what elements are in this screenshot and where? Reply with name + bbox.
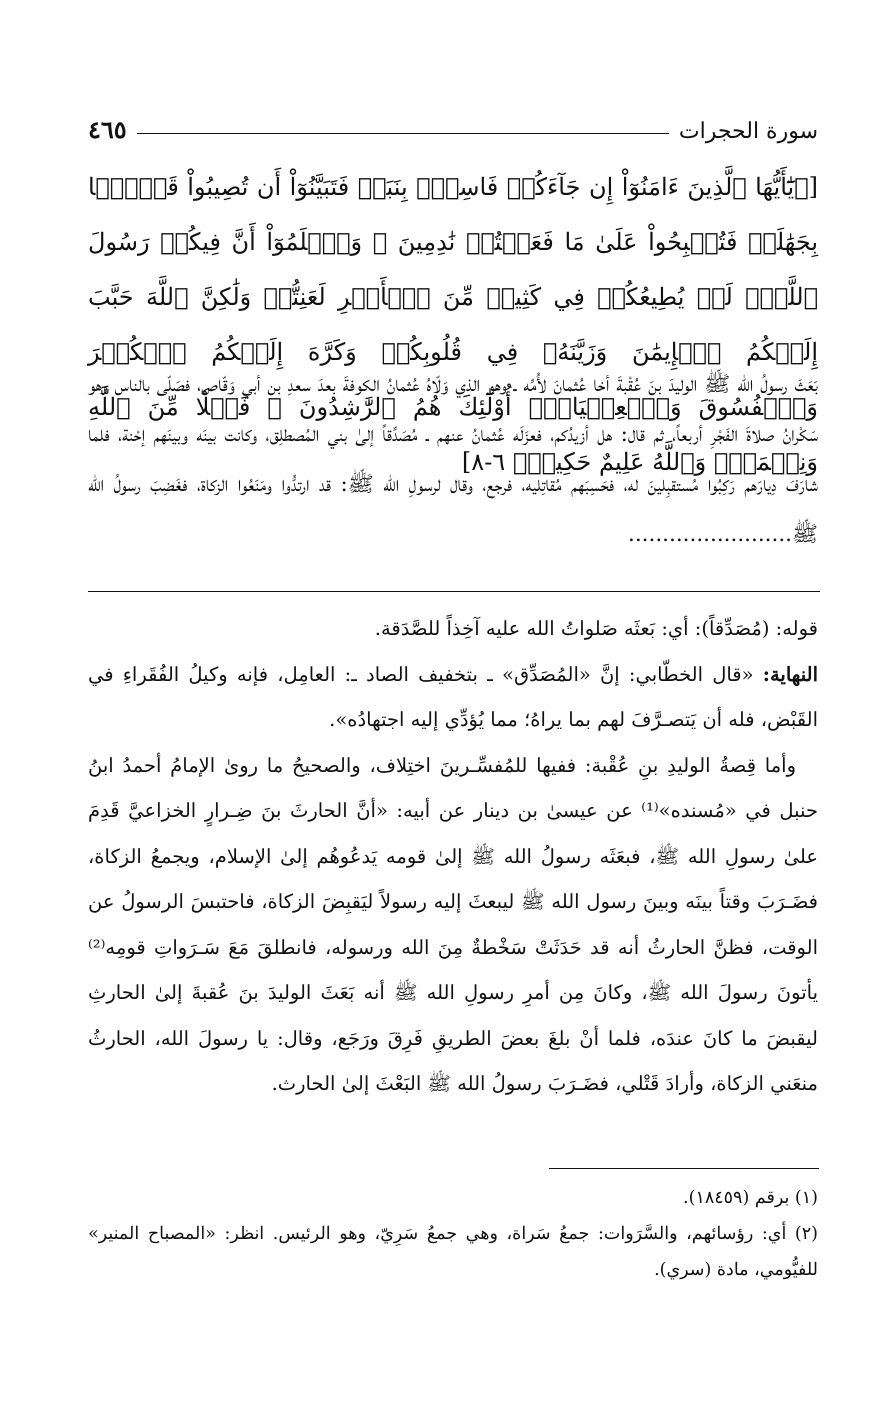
footnote-2: (٢) أي: رؤسائهم، والسَّرَوات: جمعُ سَراة، وهي جمعُ سَرِيّ، وهو الرئيس. انظر: «المصباح المنير» للفيُّومي، مادة (سري). [88,1224,818,1280]
section-divider [88,591,820,592]
commentary-paragraph-3: وأما قِصةُ الوليدِ بنِ عُقْبة: ففيها للمُفسِّـرينَ اختِلاف، والصحيحُ ما روىٰ الإمامُ أحمدُ ابنُ حنبل في «مُسنده»⁽¹⁾ عن عيسىٰ بن دينار عن أبيه: «أنَّ الحارثَ بنَ ضِـرارٍ الخزاعيَّ قَدِمَ علىٰ رسولِ الله ﷺ، فبعَثَه رسولُ الله ﷺ إلىٰ قومه يَدعُوهُم إلىٰ الإسلام، ويجمعُ الزكاة، فضَـرَبَ وقتاً بينَه وبينَ رسول الله ﷺ ليبعثَ إليه رسولاً ليَقبِضَ الزكاة، فاحتبسَ الرسولُ عن الوقت، فظنَّ الحارثُ أنه قد حَدَثَتْ سَخْطةٌ مِنَ الله ورسوله، فانطلقَ مَعَ سَـرَواتِ قومِه⁽²⁾ يأتونَ رسولَ الله ﷺ، وكانَ مِن أمرِ رسولِ الله ﷺ أنه بَعَثَ الوليدَ بنَ عُقبةَ إلىٰ الحارثِ ليقبضَ ما كانَ عندَه، فلما أنْ بلغَ بعضَ الطريقِ فَرِقَ ورَجَع، وقال: يا رسولَ الله، الحارثُ منعَني الزكاة، وأرادَ قَتْلي، فضَـرَبَ رسولُ الله ﷺ البَعْثَ إلىٰ الحارث. [88,753,818,1095]
surah-title: سورة الحجرات [678,119,818,144]
page-header [88,104,818,144]
header-rule [137,133,669,134]
page-number: ٤٦٥ [88,115,127,144]
nihaya-quote: «قال الخطّابي: إنَّ «المُصَدِّق» ـ بتخفيف الصاد ـ: العامِل، فإنه وكيلُ الفُقَراءِ في القَبْض، فله أن يَتصـرَّفَ لهم بما يراهُ؛ مما يُؤدِّي إليه اجتهادُه». [88,662,818,731]
commentary-paragraph-2 [88,652,818,743]
nihaya-label: النهاية: [762,662,819,686]
main-text [88,360,818,560]
main-paragraph: بَعَثَ رسولُ الله ﷺ الوليدَ بنَ عُقْبةَ أخا عُثمانَ لأُمِّه ـ وهو الذي وَلّاهُ عُثمانُ الكوفةَ بعدَ سعدِ بن أبي وَقّاص، فصَلّى بالناس وهو سَكْرانُ صلاةَ الفَجْرِ أربعاً، ثم قال: هل أزيدُكم، فعزَلَه عُثمانُ عنهم ـ مُصَدِّقاً إلىٰ بني المُصطلِق، وكانت بينَه وبينَهم إحْنة، فلما شارَفَ دِيارَهم رَكِبُوا مُستقبِلينَ له، فحَسِبَهم مُقاتِليه، فرجع، وقال لرسولِ الله ﷺ: قد ارتدُّوا ومَنَعُوا الزكاة، فغَضِبَ رسولُ الله ﷺ........................ [88,372,818,547]
footnote-divider [549,1168,819,1169]
footnotes [88,1180,818,1288]
footnote-1: (١) برقم (١٨٤٥٩). [683,1188,818,1208]
commentary-paragraph-1: قوله: (مُصَدِّقاً): أي: بَعثَه صَلواتُ الله عليه آخِذاً للصَّدَقة. [374,617,818,640]
commentary [88,606,818,1107]
quran-verse-block: [﴿يَٰٓأَيُّهَا ٱلَّذِينَ ءَامَنُوٓاْ إِن جَآءَكُمۡ فَاسِقُۢ بِنَبَإٖ فَتَبَيَّنُوٓاْ أَن تُصِيبُواْ قَوۡمَۢا بِجَهَٰلَةٖ فَتُصۡبِحُواْ عَلَىٰ مَا فَعَلۡتُمۡ نَٰدِمِينَ ۞ وَٱعۡلَمُوٓاْ أَنَّ فِيكُمۡ رَسُولَ ٱللَّهِۚ لَوۡ يُطِيعُكُمۡ فِي كَثِيرٖ مِّنَ ٱلۡأَمۡرِ لَعَنِتُّمۡ وَلَٰكِنَّ ٱللَّهَ حَبَّبَ إِلَيۡكُمُ ٱلۡإِيمَٰنَ وَزَيَّنَهُۥ فِي قُلُوبِكُمۡ وَكَرَّهَ إِلَيۡكُمُ ٱلۡكُفۡرَ وَٱلۡفُسُوقَ وَٱلۡعِصۡيَانَۚ أُوْلَٰٓئِكَ هُمُ ٱلرَّٰشِدُونَ ۞ فَضۡلٗا مِّنَ ٱللَّهِ وَنِعۡمَةٗۚ وَٱللَّهُ عَلِيمٌ حَكِيمٞ﴾ ٦-٨] [88,173,819,476]
